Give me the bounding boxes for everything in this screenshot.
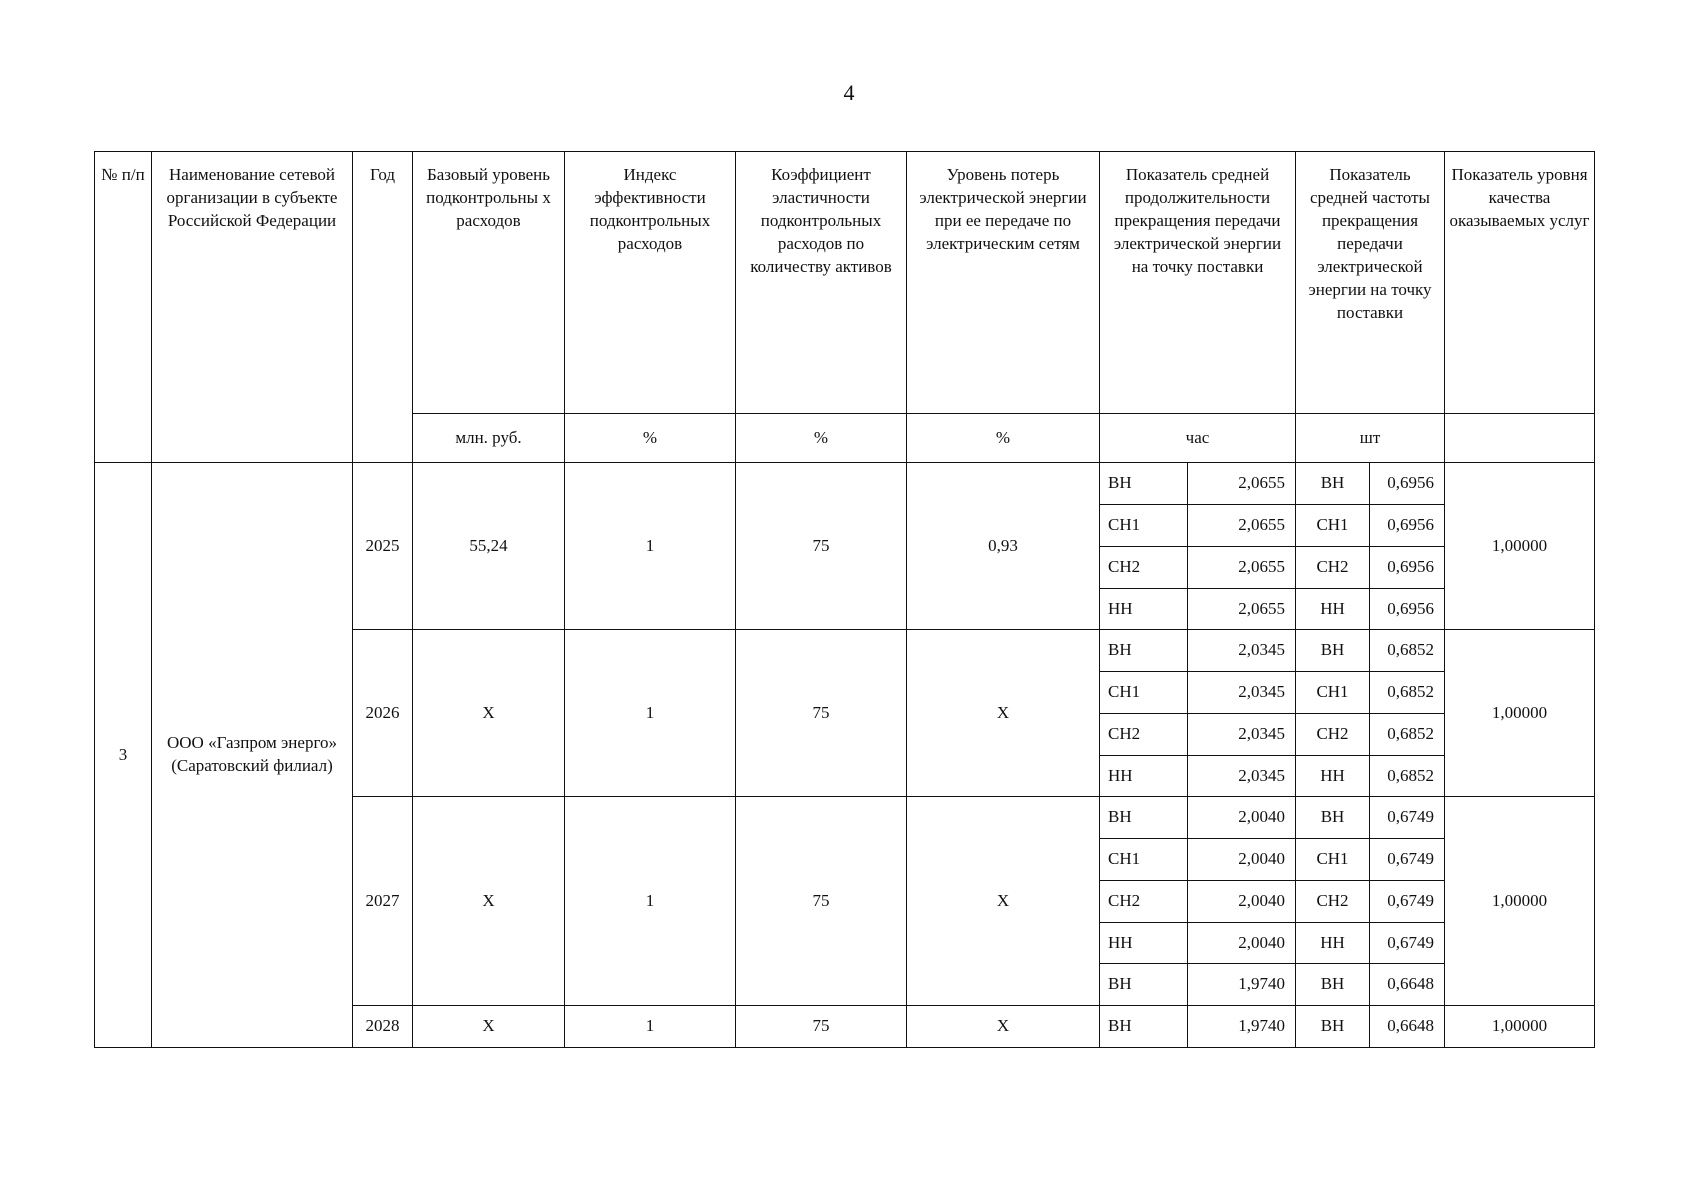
frequency-voltage-level: НН (1296, 922, 1370, 964)
frequency-value: 0,6956 (1370, 588, 1445, 630)
indicators-table (94, 151, 1595, 1048)
frequency-value: 0,6852 (1370, 713, 1445, 755)
duration-value: 2,0040 (1188, 922, 1296, 964)
duration-value: 2,0345 (1188, 755, 1296, 797)
org-name: ООО «Газпром энерго» (Саратовский филиал) (152, 463, 353, 1048)
elasticity-coef-cell: 75 (736, 797, 907, 1006)
duration-voltage-level: ВН (1100, 1006, 1188, 1048)
duration-value: 2,0040 (1188, 839, 1296, 881)
duration-voltage-level: СН1 (1100, 505, 1188, 547)
table-row (95, 463, 1595, 505)
loss-level-cell: X (907, 797, 1100, 1006)
duration-voltage-level: НН (1100, 588, 1188, 630)
base-costs-cell: 55,24 (413, 463, 565, 630)
duration-voltage-level: СН2 (1100, 713, 1188, 755)
quality-cell: 1,00000 (1445, 630, 1595, 797)
duration-voltage-level: ВН (1100, 797, 1188, 839)
base-costs-cell: X (413, 630, 565, 797)
frequency-value: 0,6852 (1370, 755, 1445, 797)
frequency-voltage-level: СН2 (1296, 546, 1370, 588)
base-costs-cell: X (413, 797, 565, 1006)
elasticity-coef-cell: 75 (736, 630, 907, 797)
header-num: № п/п (95, 152, 152, 463)
duration-value: 2,0655 (1188, 505, 1296, 547)
frequency-voltage-level: ВН (1296, 797, 1370, 839)
unit-coef: % (736, 414, 907, 463)
page-number: 4 (843, 80, 855, 105)
duration-voltage-level: ВН (1100, 463, 1188, 505)
duration-voltage-level: СН2 (1100, 546, 1188, 588)
header-base-costs: Базовый уровень подконтрольны х расходов (413, 152, 565, 414)
frequency-voltage-level: СН2 (1296, 713, 1370, 755)
efficiency-index-cell: 1 (565, 797, 736, 1006)
loss-level-cell: X (907, 630, 1100, 797)
unit-index: % (565, 414, 736, 463)
base-costs-cell: X (413, 1006, 565, 1048)
year-cell: 2027 (353, 797, 413, 1006)
frequency-value: 0,6956 (1370, 505, 1445, 547)
duration-voltage-level: СН1 (1100, 672, 1188, 714)
frequency-voltage-level: СН1 (1296, 672, 1370, 714)
frequency-value: 0,6749 (1370, 797, 1445, 839)
unit-quality (1445, 414, 1595, 463)
frequency-value: 0,6852 (1370, 672, 1445, 714)
unit-base: млн. руб. (413, 414, 565, 463)
efficiency-index-cell: 1 (565, 630, 736, 797)
efficiency-index-cell: 1 (565, 1006, 736, 1048)
quality-cell: 1,00000 (1445, 797, 1595, 1006)
header-org-name: Наименование сетевой организации в субъекте Российской Федерации (152, 152, 353, 463)
year-cell: 2025 (353, 463, 413, 630)
frequency-voltage-level: НН (1296, 755, 1370, 797)
duration-voltage-level: СН2 (1100, 880, 1188, 922)
frequency-voltage-level: СН1 (1296, 505, 1370, 547)
frequency-value: 0,6749 (1370, 922, 1445, 964)
loss-level-cell: X (907, 1006, 1100, 1048)
frequency-value: 0,6956 (1370, 463, 1445, 505)
header-frequency: Показатель средней частоты прекращения передачи электрической энергии на точку поставки (1296, 152, 1445, 414)
year-cell: 2028 (353, 1006, 413, 1048)
duration-value: 2,0345 (1188, 630, 1296, 672)
duration-value: 2,0040 (1188, 880, 1296, 922)
duration-value: 2,0655 (1188, 546, 1296, 588)
frequency-voltage-level: ВН (1296, 964, 1370, 1006)
frequency-value: 0,6648 (1370, 1006, 1445, 1048)
duration-voltage-level: НН (1100, 922, 1188, 964)
duration-value: 2,0345 (1188, 713, 1296, 755)
loss-level-cell: 0,93 (907, 463, 1100, 630)
unit-frequency: шт (1296, 414, 1445, 463)
duration-value: 2,0655 (1188, 463, 1296, 505)
header-elasticity-coef: Коэффициент эластичности подконтрольных расходов по количеству активов (736, 152, 907, 414)
frequency-voltage-level: ВН (1296, 463, 1370, 505)
header-duration: Показатель средней продолжительности прекращения передачи электрической энергии на точку поставки (1100, 152, 1296, 414)
frequency-voltage-level: ВН (1296, 630, 1370, 672)
header-quality: Показатель уровня качества оказываемых услуг (1445, 152, 1595, 414)
frequency-voltage-level: СН2 (1296, 880, 1370, 922)
duration-voltage-level: ВН (1100, 964, 1188, 1006)
frequency-value: 0,6749 (1370, 839, 1445, 881)
duration-value: 1,9740 (1188, 964, 1296, 1006)
elasticity-coef-cell: 75 (736, 463, 907, 630)
header-year: Год (353, 152, 413, 463)
header-loss-level: Уровень потерь электрической энергии при ее передаче по электрическим сетям (907, 152, 1100, 414)
quality-cell: 1,00000 (1445, 1006, 1595, 1048)
duration-value: 1,9740 (1188, 1006, 1296, 1048)
frequency-voltage-level: НН (1296, 588, 1370, 630)
frequency-voltage-level: ВН (1296, 1006, 1370, 1048)
row-num: 3 (95, 463, 152, 1048)
frequency-voltage-level: СН1 (1296, 839, 1370, 881)
year-cell: 2026 (353, 630, 413, 797)
duration-value: 2,0655 (1188, 588, 1296, 630)
header-row (95, 152, 1595, 414)
header-efficiency-index: Индекс эффективности подконтрольных расходов (565, 152, 736, 414)
elasticity-coef-cell: 75 (736, 1006, 907, 1048)
duration-value: 2,0345 (1188, 672, 1296, 714)
frequency-value: 0,6852 (1370, 630, 1445, 672)
frequency-value: 0,6956 (1370, 546, 1445, 588)
duration-voltage-level: НН (1100, 755, 1188, 797)
duration-value: 2,0040 (1188, 797, 1296, 839)
quality-cell: 1,00000 (1445, 463, 1595, 630)
efficiency-index-cell: 1 (565, 463, 736, 630)
frequency-value: 0,6648 (1370, 964, 1445, 1006)
duration-voltage-level: СН1 (1100, 839, 1188, 881)
duration-voltage-level: ВН (1100, 630, 1188, 672)
unit-loss: % (907, 414, 1100, 463)
unit-duration: час (1100, 414, 1296, 463)
frequency-value: 0,6749 (1370, 880, 1445, 922)
